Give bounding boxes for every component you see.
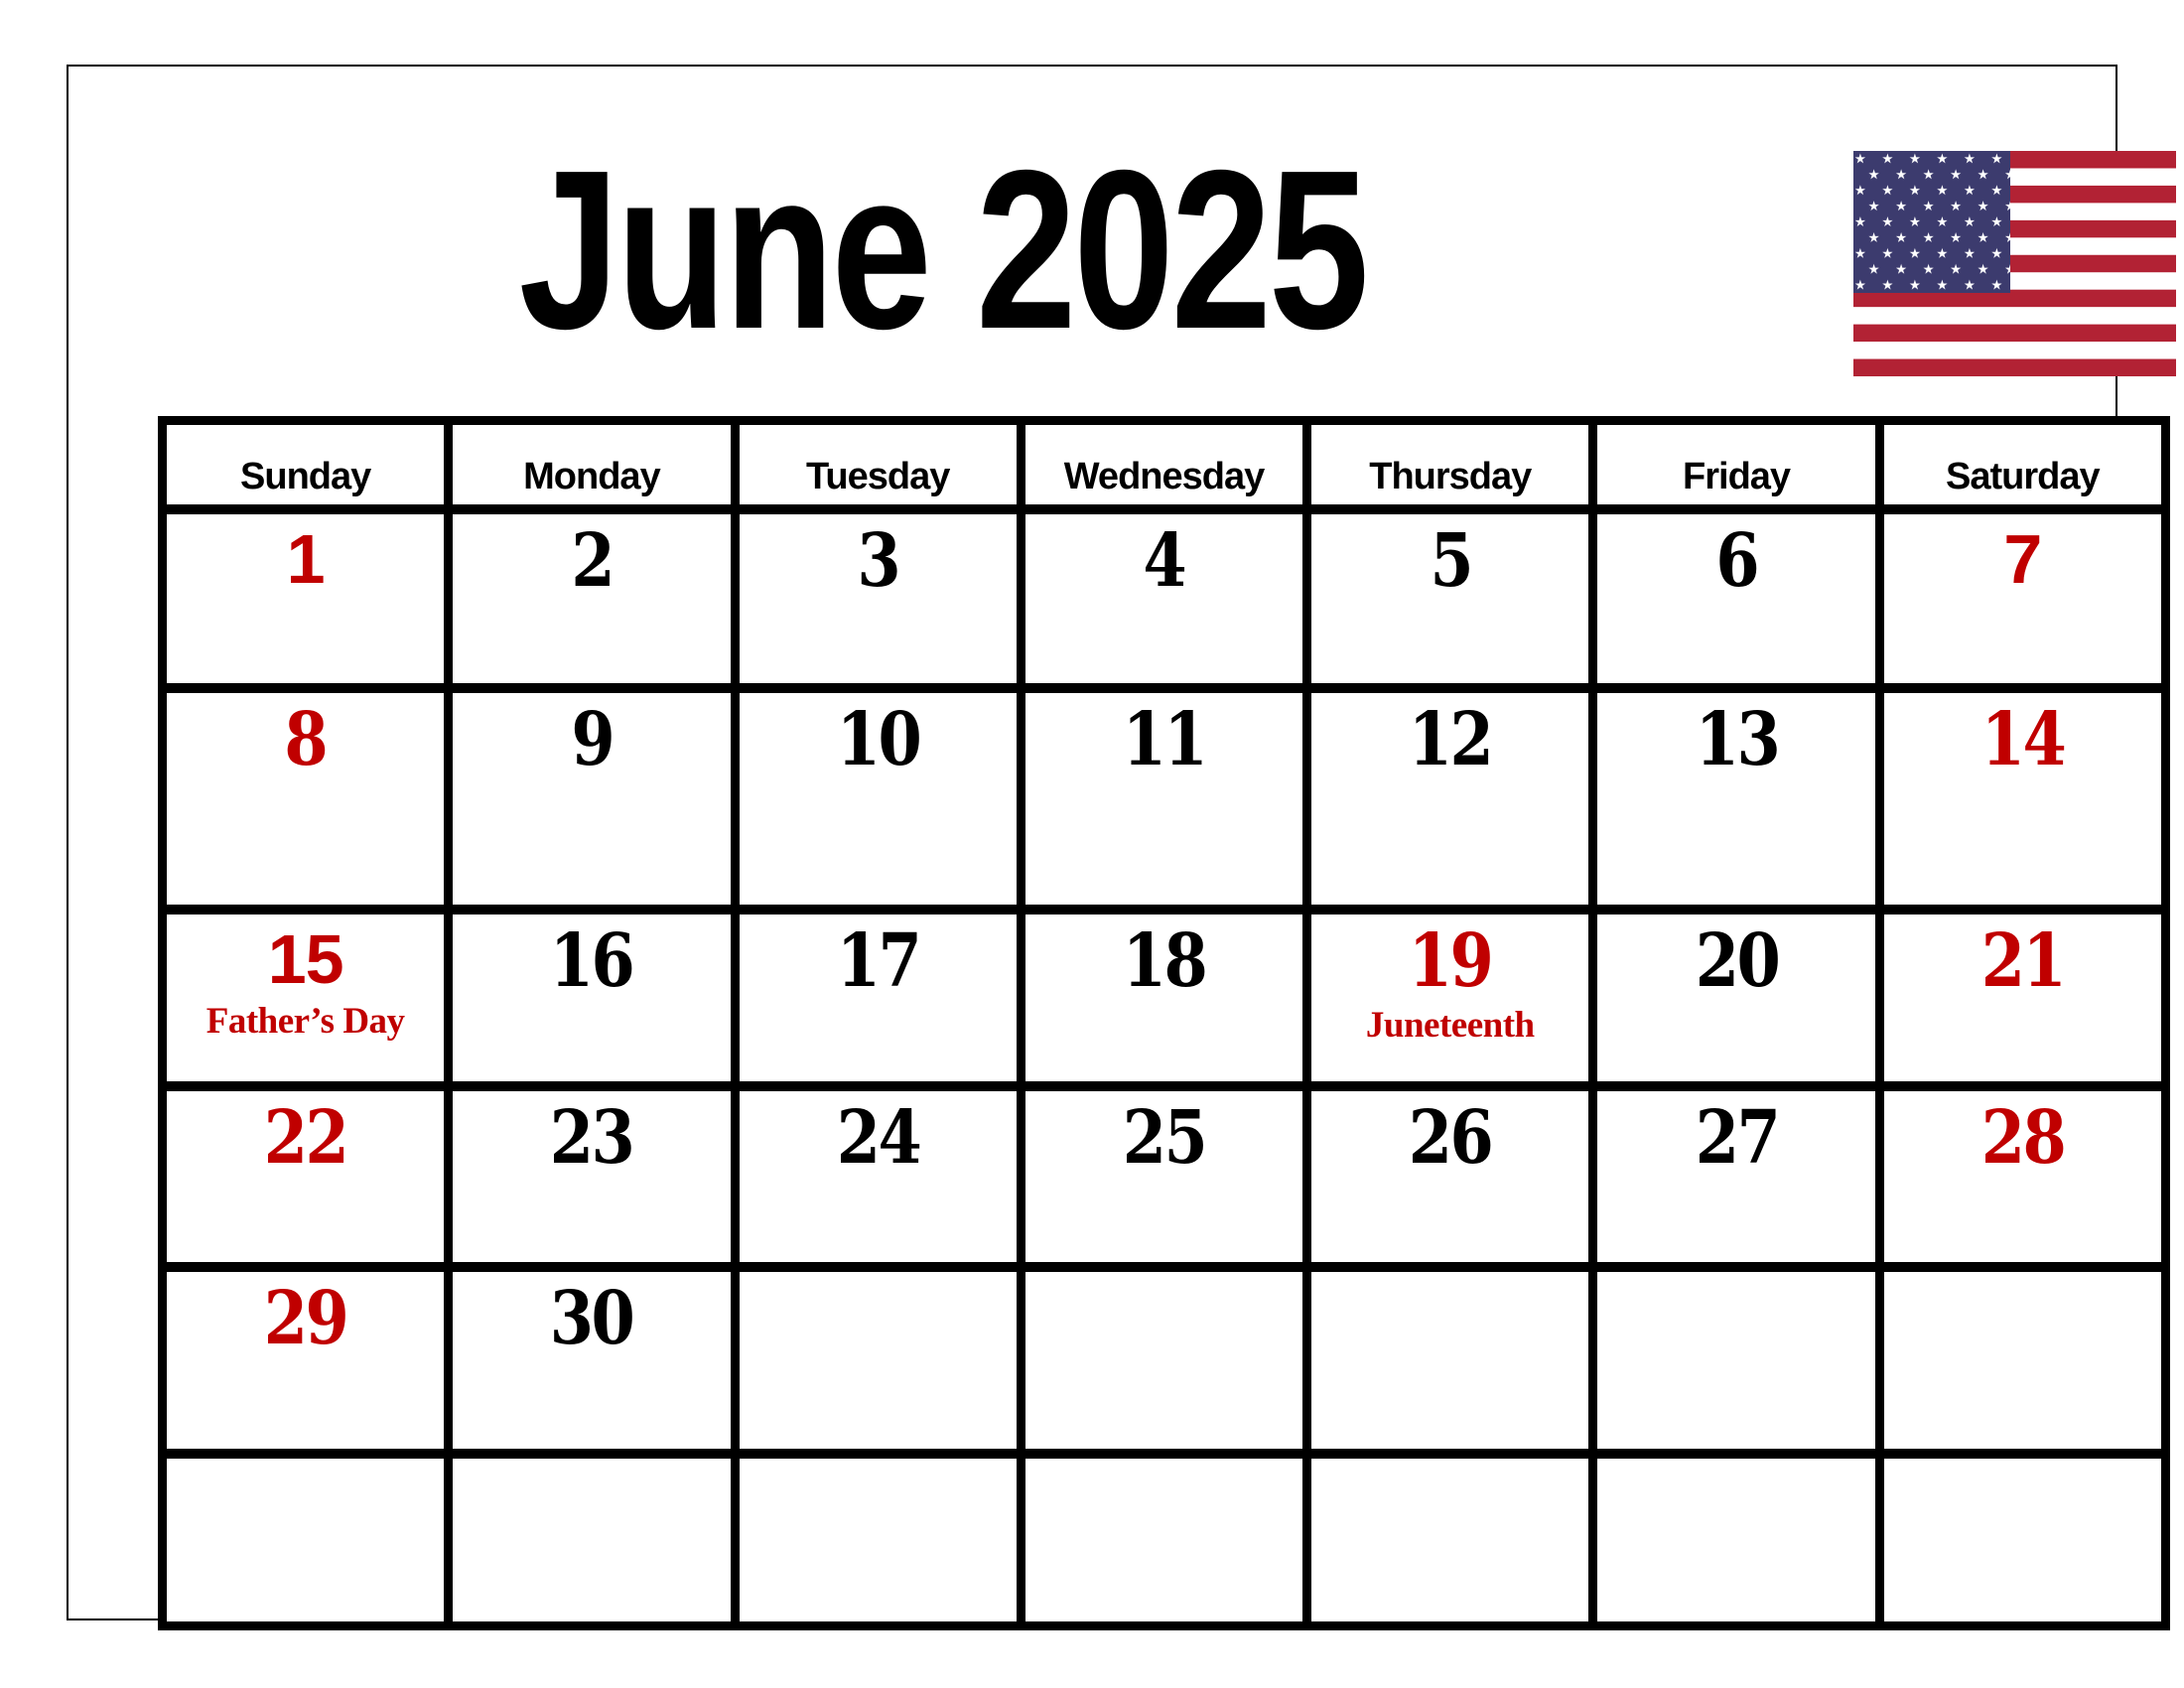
day-cell xyxy=(453,1459,730,1621)
day-cell xyxy=(167,1459,444,1621)
day-cell xyxy=(1311,693,1588,905)
day-number: 26 xyxy=(1409,1095,1492,1181)
day-number: 27 xyxy=(1695,1095,1778,1181)
day-number: 10 xyxy=(836,697,919,782)
day-number: 30 xyxy=(550,1276,633,1361)
us-flag-icon xyxy=(1853,151,2176,376)
day-cell xyxy=(167,1272,444,1449)
day-number: 1 xyxy=(286,520,325,598)
day-cell xyxy=(1597,1459,1874,1621)
holiday-label: Juneteenth xyxy=(1365,1004,1535,1046)
day-cell xyxy=(1311,1091,1588,1262)
day-cell xyxy=(1025,1272,1302,1449)
day-cell xyxy=(453,1091,730,1262)
day-cell xyxy=(1025,1459,1302,1621)
day-number: 25 xyxy=(1122,1095,1206,1181)
day-cell xyxy=(453,1272,730,1449)
weekday-header xyxy=(1311,425,1588,504)
calendar-page xyxy=(67,65,2117,1620)
day-cell xyxy=(1884,1272,2161,1449)
day-number: 12 xyxy=(1409,697,1492,782)
day-cell xyxy=(167,693,444,905)
day-cell xyxy=(1884,693,2161,905)
day-number: 7 xyxy=(2003,520,2042,598)
day-cell xyxy=(1025,514,1302,683)
day-number: 6 xyxy=(1715,518,1757,604)
day-cell xyxy=(1311,1459,1588,1621)
weekday-label: Friday xyxy=(1683,456,1791,497)
weekday-header xyxy=(740,425,1017,504)
weekday-header xyxy=(1884,425,2161,504)
weekday-label: Tuesday xyxy=(806,456,950,497)
weekday-label: Sunday xyxy=(240,456,371,497)
weekday-label: Wednesday xyxy=(1063,456,1265,497)
day-cell xyxy=(1884,1091,2161,1262)
day-cell xyxy=(1311,514,1588,683)
day-cell xyxy=(740,514,1017,683)
day-cell xyxy=(740,1091,1017,1262)
day-cell xyxy=(453,914,730,1081)
weekday-header xyxy=(453,425,730,504)
day-number: 18 xyxy=(1122,918,1206,1004)
weekday-label: Thursday xyxy=(1369,456,1532,497)
day-number: 14 xyxy=(1980,697,2065,782)
day-number: 4 xyxy=(1143,518,1185,604)
day-cell xyxy=(1597,693,1874,905)
day-cell xyxy=(1884,1459,2161,1621)
day-cell xyxy=(167,514,444,683)
day-cell xyxy=(1311,914,1588,1081)
day-cell xyxy=(740,1272,1017,1449)
weekday-label: Saturday xyxy=(1946,456,2100,497)
day-cell xyxy=(740,693,1017,905)
weekday-header xyxy=(1025,425,1302,504)
day-number: 9 xyxy=(571,697,613,782)
day-number: 15 xyxy=(267,920,343,998)
month-title: June 2025 xyxy=(518,124,1366,376)
day-cell xyxy=(1597,1091,1874,1262)
day-cell xyxy=(167,914,444,1081)
day-number: 13 xyxy=(1695,697,1778,782)
day-number: 11 xyxy=(1122,697,1206,782)
day-number: 3 xyxy=(857,518,899,604)
holiday-label: Father’s Day xyxy=(205,1000,405,1042)
day-cell xyxy=(1884,914,2161,1081)
day-cell xyxy=(1025,693,1302,905)
day-cell xyxy=(1884,514,2161,683)
weekday-header xyxy=(1597,425,1874,504)
day-cell xyxy=(1597,1272,1874,1449)
day-number: 19 xyxy=(1409,918,1492,1004)
day-number: 23 xyxy=(550,1095,633,1181)
day-number: 8 xyxy=(284,697,327,782)
day-cell xyxy=(453,514,730,683)
day-number: 5 xyxy=(1429,518,1471,604)
weekday-header xyxy=(167,425,444,504)
day-cell xyxy=(1597,514,1874,683)
day-cell xyxy=(1597,914,1874,1081)
calendar-grid xyxy=(158,416,2170,1630)
day-cell xyxy=(453,693,730,905)
day-cell xyxy=(1025,914,1302,1081)
day-cell xyxy=(167,1091,444,1262)
day-number: 16 xyxy=(550,918,633,1004)
day-number: 2 xyxy=(571,518,613,604)
day-number: 28 xyxy=(1980,1095,2065,1181)
day-number: 21 xyxy=(1980,918,2065,1004)
day-number: 17 xyxy=(836,918,919,1004)
day-number: 24 xyxy=(836,1095,919,1181)
day-cell xyxy=(1311,1272,1588,1449)
day-number: 29 xyxy=(263,1276,347,1361)
day-number: 22 xyxy=(263,1095,347,1181)
day-cell xyxy=(740,914,1017,1081)
day-cell xyxy=(1025,1091,1302,1262)
day-cell xyxy=(740,1459,1017,1621)
month-title-wrap xyxy=(68,126,1816,374)
day-number: 20 xyxy=(1695,918,1778,1004)
weekday-label: Monday xyxy=(523,456,660,497)
us-flag-svg xyxy=(1853,151,2176,376)
